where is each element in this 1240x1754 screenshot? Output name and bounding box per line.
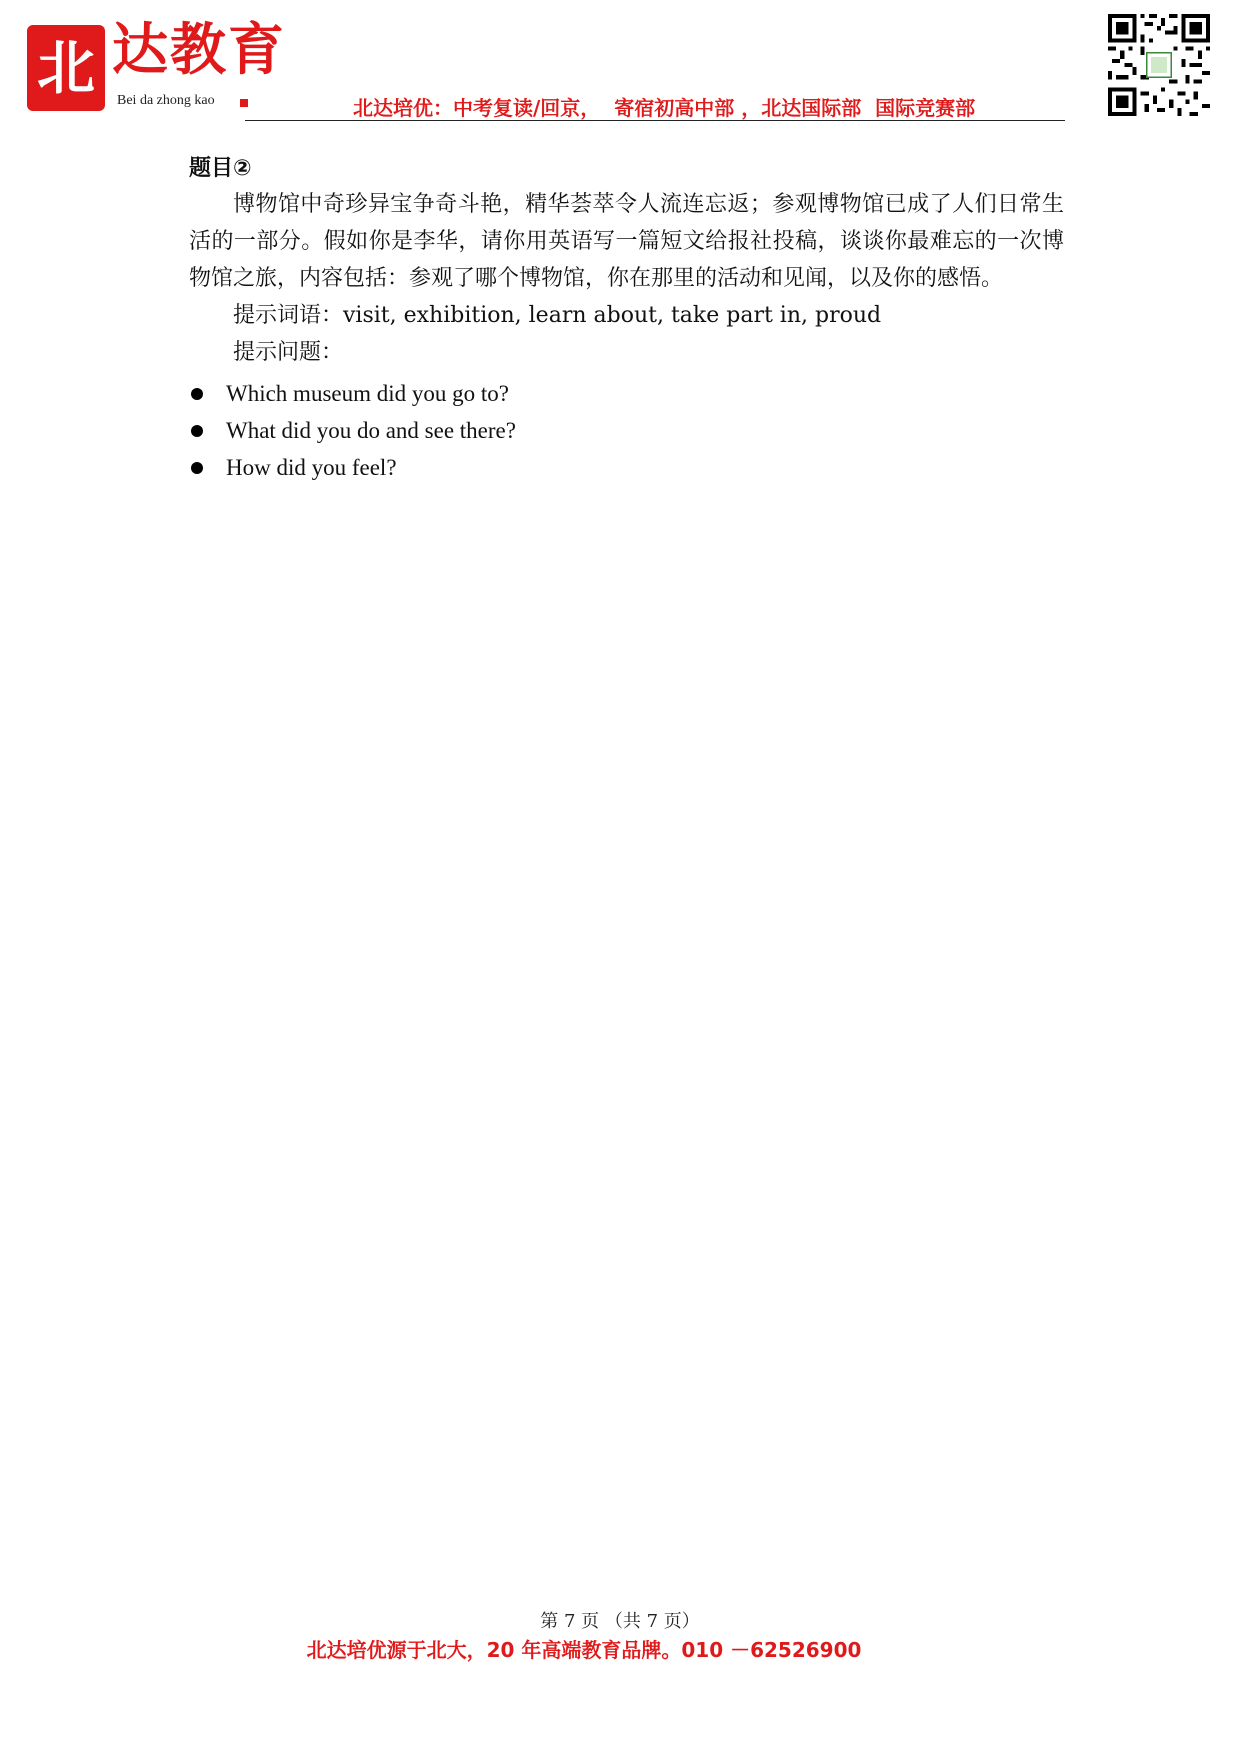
- footer-slogan: 北达培优源于北大，20 年高端教育品牌。010 －62526900: [306, 1638, 862, 1662]
- list-item: [189, 375, 1064, 412]
- list-item: [189, 412, 1064, 449]
- brand-logo-seal: [27, 25, 105, 111]
- bullet-icon: [191, 425, 203, 437]
- header-divider: [245, 120, 1065, 121]
- hint-question-text: Which museum did you go to?: [226, 381, 509, 406]
- brand-logo-pinyin: Bei da zhong kao: [117, 93, 215, 108]
- question-content: [189, 152, 1064, 486]
- qr-code-icon: [1108, 14, 1210, 116]
- brand-logo-name: 达教育: [112, 17, 286, 83]
- hint-words: 提示词语：visit, exhibition, learn about, take part in, proud: [233, 303, 882, 328]
- list-item: [189, 449, 1064, 486]
- bullet-icon: [191, 462, 203, 474]
- page-header: [0, 0, 1240, 130]
- hint-question-text: What did you do and see there?: [226, 418, 516, 443]
- logo-dot: [240, 99, 248, 107]
- bullet-icon: [191, 388, 203, 400]
- question-title: 题目②: [189, 156, 252, 181]
- hint-questions-label: 提示问题：: [233, 340, 344, 365]
- question-prompt: 博物馆中奇珍异宝争奇斗艳，精华荟萃令人流连忘返；参观博物馆已成了人们日常生活的一部分。假如你是李华，请你用英语写一篇短文给报社投稿，谈谈你最难忘的一次博物馆之旅，内容包括：参观了哪个博物馆，你在那里的活动和见闻，以及你的感悟。: [189, 192, 1064, 291]
- logo-seal-char: 北: [36, 34, 95, 102]
- page-number: 第 7 页 （共 7 页）: [540, 1611, 700, 1632]
- hint-questions-list: [189, 375, 1064, 486]
- hint-question-text: How did you feel?: [226, 455, 397, 480]
- header-slogan: 北达培优：中考复读/回京， 寄宿初高中部 ，北达国际部 国际竞赛部: [353, 96, 976, 120]
